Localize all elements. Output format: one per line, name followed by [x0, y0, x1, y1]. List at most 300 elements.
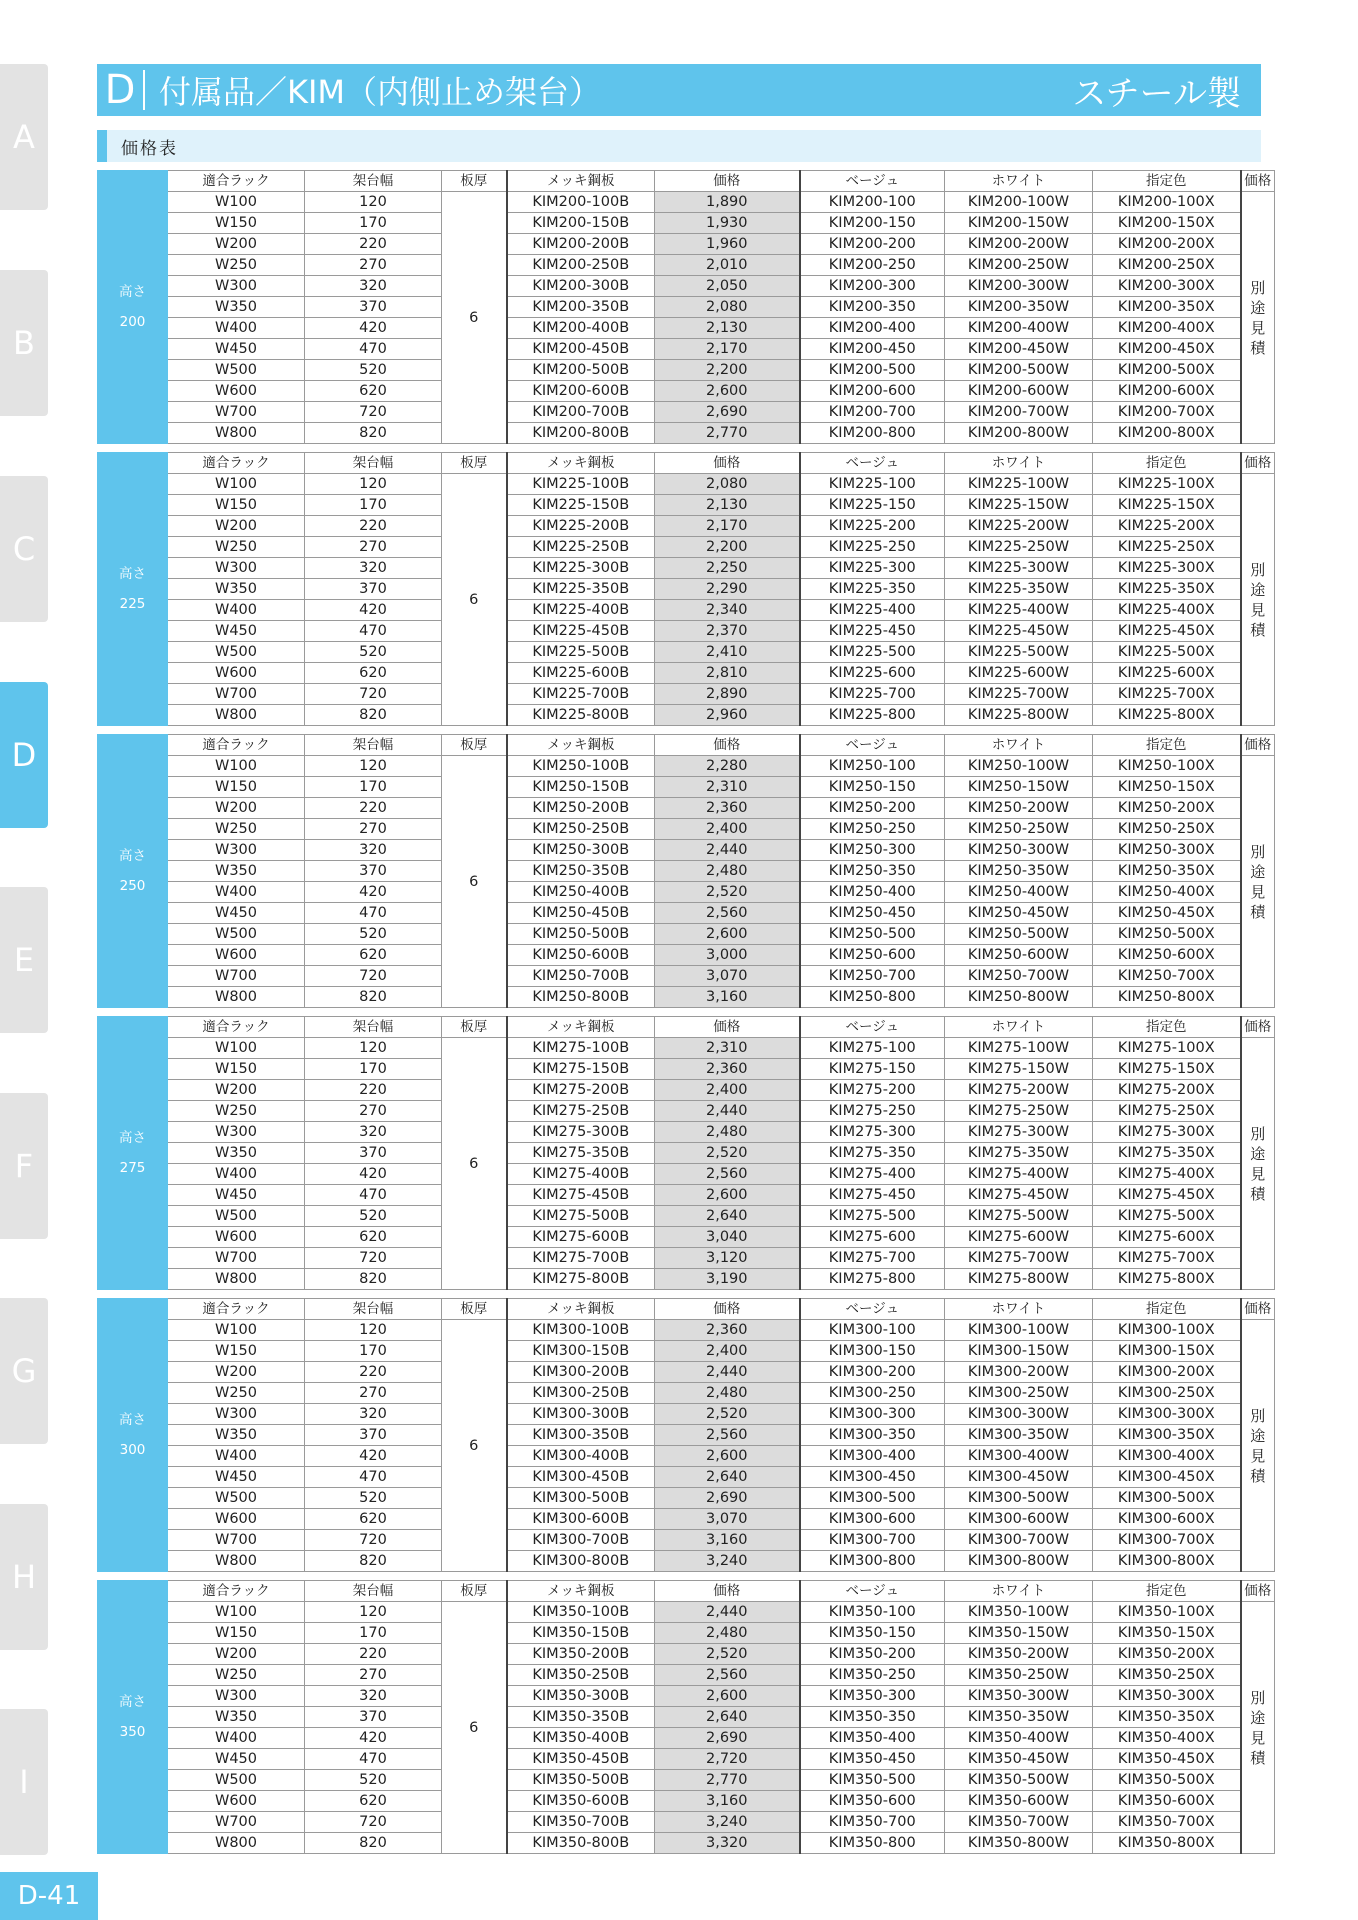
- table-row: [98, 1791, 1275, 1812]
- beige-model-cell: KIM350-450: [800, 1749, 945, 1770]
- column-header: ホワイト: [945, 735, 1093, 756]
- price-cell: 2,200: [655, 537, 800, 558]
- custom-color-model-cell: KIM300-200X: [1093, 1362, 1241, 1383]
- custom-color-model-cell: KIM275-250X: [1093, 1101, 1241, 1122]
- price-cell: 2,410: [655, 642, 800, 663]
- white-model-cell: KIM225-300W: [945, 558, 1093, 579]
- white-model-cell: KIM200-300W: [945, 276, 1093, 297]
- width-cell: 370: [305, 579, 442, 600]
- price-note-char: 途: [1250, 862, 1266, 881]
- rack-cell: W350: [168, 579, 305, 600]
- custom-color-model-cell: KIM250-400X: [1093, 882, 1241, 903]
- galvanized-model-cell: KIM200-150B: [507, 213, 655, 234]
- custom-color-model-cell: KIM200-500X: [1093, 360, 1241, 381]
- white-model-cell: KIM300-800W: [945, 1551, 1093, 1572]
- custom-color-model-cell: KIM200-600X: [1093, 381, 1241, 402]
- table-row: [98, 756, 1275, 777]
- width-cell: 420: [305, 600, 442, 621]
- galvanized-model-cell: KIM300-700B: [507, 1530, 655, 1551]
- white-model-cell: KIM350-500W: [945, 1770, 1093, 1791]
- beige-model-cell: KIM200-800: [800, 423, 945, 444]
- price-cell: 2,250: [655, 558, 800, 579]
- chapter-letter: D: [97, 70, 145, 110]
- beige-model-cell: KIM300-700: [800, 1530, 945, 1551]
- galvanized-model-cell: KIM300-600B: [507, 1509, 655, 1530]
- width-cell: 620: [305, 945, 442, 966]
- custom-color-model-cell: KIM225-100X: [1093, 474, 1241, 495]
- white-model-cell: KIM250-100W: [945, 756, 1093, 777]
- page-number: D-41: [0, 1872, 98, 1920]
- galvanized-model-cell: KIM300-150B: [507, 1341, 655, 1362]
- thickness-cell: 6: [442, 192, 507, 444]
- rack-cell: W400: [168, 600, 305, 621]
- price-note-char: 途: [1250, 1426, 1266, 1445]
- beige-model-cell: KIM225-600: [800, 663, 945, 684]
- column-header: ベージュ: [800, 453, 945, 474]
- price-cell: 2,480: [655, 1122, 800, 1143]
- beige-model-cell: KIM200-450: [800, 339, 945, 360]
- beige-model-cell: KIM300-400: [800, 1446, 945, 1467]
- width-cell: 470: [305, 1185, 442, 1206]
- thickness-cell: 6: [442, 1038, 507, 1290]
- rack-cell: W150: [168, 1059, 305, 1080]
- table-row: [98, 1812, 1275, 1833]
- beige-model-cell: KIM250-250: [800, 819, 945, 840]
- custom-color-model-cell: KIM300-100X: [1093, 1320, 1241, 1341]
- width-cell: 620: [305, 381, 442, 402]
- price-cell: 2,810: [655, 663, 800, 684]
- rack-cell: W700: [168, 1812, 305, 1833]
- width-cell: 370: [305, 1143, 442, 1164]
- beige-model-cell: KIM350-500: [800, 1770, 945, 1791]
- beige-model-cell: KIM300-350: [800, 1425, 945, 1446]
- width-cell: 520: [305, 1206, 442, 1227]
- beige-model-cell: KIM225-450: [800, 621, 945, 642]
- custom-color-model-cell: KIM200-800X: [1093, 423, 1241, 444]
- width-cell: 520: [305, 924, 442, 945]
- beige-model-cell: KIM350-600: [800, 1791, 945, 1812]
- price-cell: 3,120: [655, 1248, 800, 1269]
- white-model-cell: KIM275-500W: [945, 1206, 1093, 1227]
- white-model-cell: KIM275-800W: [945, 1269, 1093, 1290]
- column-header: ベージュ: [800, 1299, 945, 1320]
- table-header-row: [98, 735, 1275, 756]
- custom-color-model-cell: KIM225-200X: [1093, 516, 1241, 537]
- galvanized-model-cell: KIM250-200B: [507, 798, 655, 819]
- height-value: 250: [119, 878, 146, 894]
- price-cell: 1,890: [655, 192, 800, 213]
- price-cell: 2,400: [655, 1341, 800, 1362]
- table-header-row: [98, 453, 1275, 474]
- custom-color-model-cell: KIM350-250X: [1093, 1665, 1241, 1686]
- table-row: [98, 903, 1275, 924]
- rack-cell: W600: [168, 1227, 305, 1248]
- column-header: 指定色: [1093, 453, 1241, 474]
- galvanized-model-cell: KIM275-150B: [507, 1059, 655, 1080]
- index-tab-a[interactable]: A: [0, 64, 48, 210]
- white-model-cell: KIM275-350W: [945, 1143, 1093, 1164]
- rack-cell: W700: [168, 966, 305, 987]
- price-note-char: 途: [1250, 1708, 1266, 1727]
- galvanized-model-cell: KIM275-600B: [507, 1227, 655, 1248]
- rack-cell: W400: [168, 1164, 305, 1185]
- width-cell: 520: [305, 1770, 442, 1791]
- index-tab-g[interactable]: G: [0, 1298, 48, 1444]
- width-cell: 220: [305, 1080, 442, 1101]
- rack-cell: W300: [168, 1686, 305, 1707]
- rack-cell: W400: [168, 882, 305, 903]
- price-cell: 2,600: [655, 1446, 800, 1467]
- index-tab-b[interactable]: B: [0, 270, 48, 416]
- column-header: 架台幅: [305, 171, 442, 192]
- width-cell: 420: [305, 1164, 442, 1185]
- white-model-cell: KIM300-350W: [945, 1425, 1093, 1446]
- beige-model-cell: KIM275-700: [800, 1248, 945, 1269]
- galvanized-model-cell: KIM250-250B: [507, 819, 655, 840]
- custom-color-model-cell: KIM300-250X: [1093, 1383, 1241, 1404]
- price-cell: 2,050: [655, 276, 800, 297]
- rack-cell: W250: [168, 819, 305, 840]
- width-cell: 120: [305, 1320, 442, 1341]
- white-model-cell: KIM225-200W: [945, 516, 1093, 537]
- galvanized-model-cell: KIM200-450B: [507, 339, 655, 360]
- custom-color-model-cell: KIM300-700X: [1093, 1530, 1241, 1551]
- price-cell: 2,480: [655, 861, 800, 882]
- beige-model-cell: KIM350-350: [800, 1707, 945, 1728]
- column-header: 適合ラック: [168, 1299, 305, 1320]
- width-cell: 220: [305, 1362, 442, 1383]
- index-tab-i[interactable]: I: [0, 1709, 48, 1855]
- price-cell: 2,520: [655, 882, 800, 903]
- price-cell: 3,190: [655, 1269, 800, 1290]
- width-cell: 220: [305, 234, 442, 255]
- rack-cell: W100: [168, 474, 305, 495]
- table-header-row: [98, 1299, 1275, 1320]
- width-cell: 620: [305, 1509, 442, 1530]
- custom-color-model-cell: KIM275-500X: [1093, 1206, 1241, 1227]
- price-table-350: [97, 1580, 1275, 1854]
- height-label: 高さ: [119, 848, 146, 864]
- width-cell: 820: [305, 705, 442, 726]
- beige-model-cell: KIM350-300: [800, 1686, 945, 1707]
- price-note-char: 別: [1250, 1688, 1266, 1707]
- column-header: メッキ鋼板: [507, 735, 655, 756]
- price-cell: 2,640: [655, 1467, 800, 1488]
- white-model-cell: KIM225-500W: [945, 642, 1093, 663]
- beige-model-cell: KIM300-800: [800, 1551, 945, 1572]
- section-bar: [97, 130, 1261, 162]
- galvanized-model-cell: KIM250-300B: [507, 840, 655, 861]
- custom-color-model-cell: KIM200-700X: [1093, 402, 1241, 423]
- width-cell: 820: [305, 987, 442, 1008]
- price-note-cell: [1241, 1602, 1275, 1854]
- table-row: [98, 276, 1275, 297]
- price-cell: 2,170: [655, 339, 800, 360]
- table-row: [98, 1770, 1275, 1791]
- table-header-row: [98, 1017, 1275, 1038]
- rack-cell: W500: [168, 1488, 305, 1509]
- white-model-cell: KIM350-400W: [945, 1728, 1093, 1749]
- table-row: [98, 1362, 1275, 1383]
- white-model-cell: KIM225-700W: [945, 684, 1093, 705]
- galvanized-model-cell: KIM225-200B: [507, 516, 655, 537]
- white-model-cell: KIM200-800W: [945, 423, 1093, 444]
- column-header: 指定色: [1093, 1017, 1241, 1038]
- galvanized-model-cell: KIM225-800B: [507, 705, 655, 726]
- table-row: [98, 558, 1275, 579]
- rack-cell: W800: [168, 1833, 305, 1854]
- price-note-cell: [1241, 1320, 1275, 1572]
- beige-model-cell: KIM250-450: [800, 903, 945, 924]
- column-header: 適合ラック: [168, 171, 305, 192]
- rack-cell: W150: [168, 213, 305, 234]
- width-cell: 820: [305, 1833, 442, 1854]
- price-note-char: 別: [1250, 1406, 1266, 1425]
- galvanized-model-cell: KIM200-250B: [507, 255, 655, 276]
- white-model-cell: KIM300-500W: [945, 1488, 1093, 1509]
- white-model-cell: KIM275-700W: [945, 1248, 1093, 1269]
- table-row: [98, 819, 1275, 840]
- beige-model-cell: KIM250-500: [800, 924, 945, 945]
- price-note-char: 積: [1250, 1748, 1266, 1767]
- custom-color-model-cell: KIM275-700X: [1093, 1248, 1241, 1269]
- price-cell: 2,310: [655, 1038, 800, 1059]
- height-value: 200: [119, 314, 146, 330]
- column-header: 価格: [655, 1017, 800, 1038]
- custom-color-model-cell: KIM350-600X: [1093, 1791, 1241, 1812]
- table-row: [98, 1059, 1275, 1080]
- width-cell: 420: [305, 882, 442, 903]
- thickness-cell: 6: [442, 756, 507, 1008]
- white-model-cell: KIM350-800W: [945, 1833, 1093, 1854]
- width-cell: 320: [305, 276, 442, 297]
- beige-model-cell: KIM250-800: [800, 987, 945, 1008]
- width-cell: 720: [305, 1248, 442, 1269]
- rack-cell: W600: [168, 381, 305, 402]
- white-model-cell: KIM250-300W: [945, 840, 1093, 861]
- column-header: 架台幅: [305, 735, 442, 756]
- white-model-cell: KIM225-800W: [945, 705, 1093, 726]
- column-header: 指定色: [1093, 171, 1241, 192]
- white-model-cell: KIM300-600W: [945, 1509, 1093, 1530]
- table-row: [98, 1341, 1275, 1362]
- white-model-cell: KIM350-200W: [945, 1644, 1093, 1665]
- rack-cell: W100: [168, 1602, 305, 1623]
- width-cell: 370: [305, 297, 442, 318]
- column-header: ホワイト: [945, 1017, 1093, 1038]
- rack-cell: W150: [168, 777, 305, 798]
- white-model-cell: KIM275-600W: [945, 1227, 1093, 1248]
- price-note-cell: [1241, 192, 1275, 444]
- custom-color-model-cell: KIM250-300X: [1093, 840, 1241, 861]
- rack-cell: W150: [168, 1341, 305, 1362]
- rack-cell: W100: [168, 192, 305, 213]
- height-group-cell: [98, 453, 168, 726]
- price-note-char: 積: [1250, 620, 1266, 639]
- column-header: 適合ラック: [168, 453, 305, 474]
- custom-color-model-cell: KIM275-200X: [1093, 1080, 1241, 1101]
- beige-model-cell: KIM350-150: [800, 1623, 945, 1644]
- table-row: [98, 1248, 1275, 1269]
- custom-color-model-cell: KIM300-400X: [1093, 1446, 1241, 1467]
- galvanized-model-cell: KIM225-700B: [507, 684, 655, 705]
- custom-color-model-cell: KIM200-200X: [1093, 234, 1241, 255]
- rack-cell: W350: [168, 1143, 305, 1164]
- table-row: [98, 360, 1275, 381]
- custom-color-model-cell: KIM250-800X: [1093, 987, 1241, 1008]
- galvanized-model-cell: KIM275-350B: [507, 1143, 655, 1164]
- beige-model-cell: KIM300-100: [800, 1320, 945, 1341]
- rack-cell: W450: [168, 339, 305, 360]
- rack-cell: W800: [168, 423, 305, 444]
- price-cell: 2,720: [655, 1749, 800, 1770]
- custom-color-model-cell: KIM250-450X: [1093, 903, 1241, 924]
- table-row: [98, 1404, 1275, 1425]
- custom-color-model-cell: KIM200-400X: [1093, 318, 1241, 339]
- galvanized-model-cell: KIM200-300B: [507, 276, 655, 297]
- price-cell: 2,440: [655, 1362, 800, 1383]
- column-header: 板厚: [442, 735, 507, 756]
- rack-cell: W250: [168, 537, 305, 558]
- custom-color-model-cell: KIM225-800X: [1093, 705, 1241, 726]
- galvanized-model-cell: KIM225-300B: [507, 558, 655, 579]
- price-cell: 3,320: [655, 1833, 800, 1854]
- table-row: [98, 1185, 1275, 1206]
- rack-cell: W200: [168, 1362, 305, 1383]
- beige-model-cell: KIM250-350: [800, 861, 945, 882]
- page-header: [97, 64, 1261, 116]
- beige-model-cell: KIM225-500: [800, 642, 945, 663]
- rack-cell: W400: [168, 1446, 305, 1467]
- column-header: ベージュ: [800, 735, 945, 756]
- galvanized-model-cell: KIM250-600B: [507, 945, 655, 966]
- beige-model-cell: KIM275-500: [800, 1206, 945, 1227]
- price-cell: 2,600: [655, 381, 800, 402]
- galvanized-model-cell: KIM225-150B: [507, 495, 655, 516]
- white-model-cell: KIM200-500W: [945, 360, 1093, 381]
- table-row: [98, 381, 1275, 402]
- white-model-cell: KIM225-350W: [945, 579, 1093, 600]
- beige-model-cell: KIM300-300: [800, 1404, 945, 1425]
- index-tab-e[interactable]: E: [0, 887, 48, 1033]
- table-row: [98, 1623, 1275, 1644]
- width-cell: 120: [305, 192, 442, 213]
- width-cell: 270: [305, 1383, 442, 1404]
- galvanized-model-cell: KIM225-350B: [507, 579, 655, 600]
- rack-cell: W100: [168, 1038, 305, 1059]
- rack-cell: W500: [168, 1770, 305, 1791]
- column-header: 適合ラック: [168, 1581, 305, 1602]
- galvanized-model-cell: KIM200-500B: [507, 360, 655, 381]
- height-label: 高さ: [119, 1130, 146, 1146]
- index-tab-h[interactable]: H: [0, 1504, 48, 1650]
- width-cell: 470: [305, 903, 442, 924]
- custom-color-model-cell: KIM225-600X: [1093, 663, 1241, 684]
- width-cell: 420: [305, 1446, 442, 1467]
- rack-cell: W200: [168, 798, 305, 819]
- column-header: 板厚: [442, 1299, 507, 1320]
- price-table-275: [97, 1016, 1275, 1290]
- custom-color-model-cell: KIM225-500X: [1093, 642, 1241, 663]
- galvanized-model-cell: KIM350-450B: [507, 1749, 655, 1770]
- index-tab-f[interactable]: F: [0, 1093, 48, 1239]
- table-row: [98, 339, 1275, 360]
- column-header: 架台幅: [305, 453, 442, 474]
- table-row: [98, 1467, 1275, 1488]
- price-cell: 2,010: [655, 255, 800, 276]
- galvanized-model-cell: KIM350-600B: [507, 1791, 655, 1812]
- galvanized-model-cell: KIM225-100B: [507, 474, 655, 495]
- table-row: [98, 1833, 1275, 1854]
- white-model-cell: KIM350-150W: [945, 1623, 1093, 1644]
- beige-model-cell: KIM200-200: [800, 234, 945, 255]
- rack-cell: W600: [168, 663, 305, 684]
- price-cell: 2,600: [655, 1686, 800, 1707]
- column-header: 価格: [655, 1299, 800, 1320]
- width-cell: 720: [305, 1812, 442, 1833]
- beige-model-cell: KIM200-350: [800, 297, 945, 318]
- beige-model-cell: KIM225-300: [800, 558, 945, 579]
- price-note-char: 積: [1250, 338, 1266, 357]
- white-model-cell: KIM275-300W: [945, 1122, 1093, 1143]
- table-row: [98, 1122, 1275, 1143]
- rack-cell: W100: [168, 756, 305, 777]
- table-row: [98, 318, 1275, 339]
- rack-cell: W450: [168, 1749, 305, 1770]
- index-tab-d[interactable]: D: [0, 682, 48, 828]
- price-note-char: 別: [1250, 1124, 1266, 1143]
- white-model-cell: KIM300-700W: [945, 1530, 1093, 1551]
- beige-model-cell: KIM350-200: [800, 1644, 945, 1665]
- price-cell: 2,400: [655, 819, 800, 840]
- beige-model-cell: KIM250-700: [800, 966, 945, 987]
- beige-model-cell: KIM250-600: [800, 945, 945, 966]
- custom-color-model-cell: KIM350-300X: [1093, 1686, 1241, 1707]
- table-row: [98, 1143, 1275, 1164]
- width-cell: 520: [305, 642, 442, 663]
- width-cell: 370: [305, 861, 442, 882]
- height-group-cell: [98, 735, 168, 1008]
- galvanized-model-cell: KIM225-400B: [507, 600, 655, 621]
- table-row: [98, 684, 1275, 705]
- custom-color-model-cell: KIM200-350X: [1093, 297, 1241, 318]
- galvanized-model-cell: KIM350-400B: [507, 1728, 655, 1749]
- width-cell: 820: [305, 423, 442, 444]
- rack-cell: W450: [168, 903, 305, 924]
- rack-cell: W300: [168, 558, 305, 579]
- table-row: [98, 1038, 1275, 1059]
- column-header: ベージュ: [800, 1581, 945, 1602]
- height-group-cell: [98, 1581, 168, 1854]
- white-model-cell: KIM275-450W: [945, 1185, 1093, 1206]
- column-header: 架台幅: [305, 1299, 442, 1320]
- white-model-cell: KIM300-300W: [945, 1404, 1093, 1425]
- index-tab-c[interactable]: C: [0, 476, 48, 622]
- width-cell: 420: [305, 318, 442, 339]
- galvanized-model-cell: KIM275-250B: [507, 1101, 655, 1122]
- rack-cell: W450: [168, 621, 305, 642]
- custom-color-model-cell: KIM275-300X: [1093, 1122, 1241, 1143]
- price-note-char: 途: [1250, 1144, 1266, 1163]
- galvanized-model-cell: KIM275-700B: [507, 1248, 655, 1269]
- width-cell: 170: [305, 1623, 442, 1644]
- custom-color-model-cell: KIM300-450X: [1093, 1467, 1241, 1488]
- beige-model-cell: KIM200-150: [800, 213, 945, 234]
- rack-cell: W250: [168, 1101, 305, 1122]
- rack-cell: W200: [168, 1080, 305, 1101]
- white-model-cell: KIM200-450W: [945, 339, 1093, 360]
- table-row: [98, 663, 1275, 684]
